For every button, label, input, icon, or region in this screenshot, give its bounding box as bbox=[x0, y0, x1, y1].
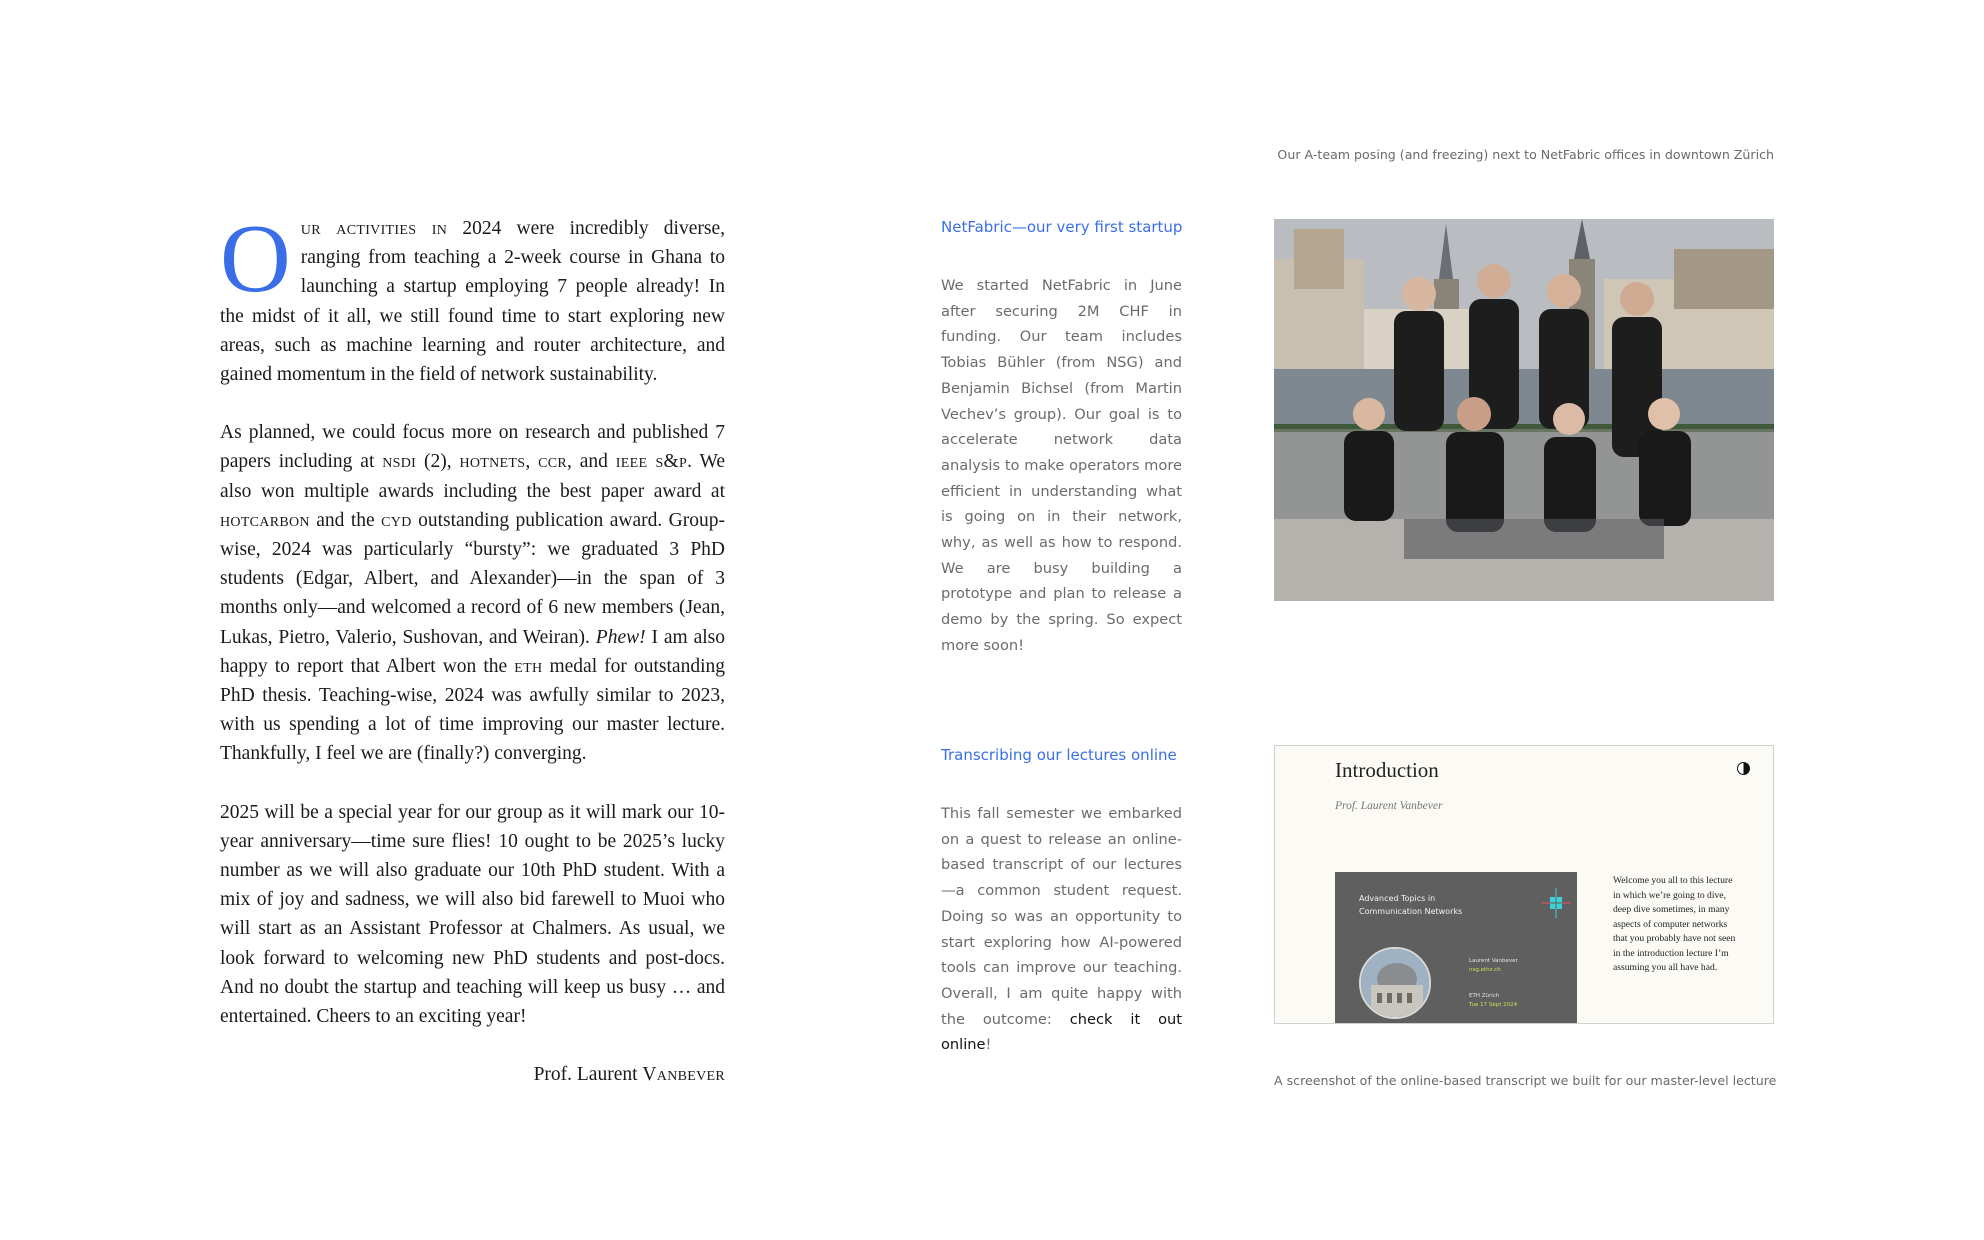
award-cyd: cyd bbox=[381, 509, 412, 531]
screenshot-caption: A screenshot of the online-based transcript we built for our master-level lecture bbox=[1274, 1073, 1777, 1088]
photo-caption: Our A-team posing (and freezing) next to NetFabric offices in downtown Zürich bbox=[1277, 147, 1774, 162]
intro-paragraph bbox=[220, 205, 725, 389]
text-span: . We also won multiple awards including the best paper award at bbox=[220, 451, 725, 502]
eth-building-image bbox=[1359, 947, 1431, 1019]
research-paragraph bbox=[220, 418, 725, 768]
screenshot-author: Prof. Laurent Vanbever bbox=[1335, 800, 1443, 812]
venue-ccr: ccr bbox=[538, 451, 568, 473]
transcript-heading: Transcribing our lectures online bbox=[941, 746, 1177, 764]
signature-last: Vanbever bbox=[642, 1064, 725, 1086]
text-span: medal for outstanding PhD thesis. Teaching-wise, 2024 was awfully similar to 2023, with us spending a lot of time improving our master lecture. Thankfully, I feel we are (finally?) converging. bbox=[220, 655, 725, 765]
text-span: (2), bbox=[416, 451, 460, 473]
check-online-link[interactable]: check it out online bbox=[941, 1010, 1182, 1054]
text-span: and the bbox=[309, 509, 382, 531]
slide-event bbox=[1469, 992, 1517, 1010]
outlook-paragraph: 2025 will be a special year for our group as it will mark our 10-year anniversary—time sure flies! 10 ought to be 2025’s lucky number as we will also graduate our 10th PhD student. With a mix of joy and sadness, we will also bid farewell to Muoi who will start as an Assistant Professor at Chalmers. As usual, we look forward to welcoming new PhD students and post-docs. And no doubt the startup and teaching will keep us busy … and entertained. Cheers to an exciting year! bbox=[220, 801, 725, 1028]
venue-ieee-sp: ieee s&p bbox=[615, 451, 688, 473]
signature bbox=[220, 1060, 725, 1089]
slide-name: Laurent Vanbever bbox=[1469, 958, 1518, 964]
transcript-screenshot bbox=[1274, 745, 1774, 1024]
phew-emphasis: Phew! bbox=[595, 626, 646, 648]
eth-smallcaps: eth bbox=[514, 655, 543, 677]
text-span: , bbox=[525, 451, 539, 473]
slide-date: Tue 17 Sept 2024 bbox=[1469, 1002, 1518, 1008]
screenshot-title: Introduction bbox=[1335, 758, 1439, 782]
intro-lead-smallcaps: ur activities in bbox=[300, 218, 448, 239]
intro-text: 2024 were incredibly diverse, ranging from teaching a 2-week course in Ghana to launching a startup employing 7 people already! In the midst of it all, we still found time to start exploring new areas, such as machine learning and router architecture, and gained momentum in the field of network sustainability. bbox=[220, 218, 725, 386]
transcript-text bbox=[941, 801, 1182, 1058]
venue-nsdi: nsdi bbox=[382, 451, 417, 473]
half-circle-icon[interactable] bbox=[1737, 762, 1750, 775]
netfabric-heading: NetFabric—our very first startup bbox=[941, 218, 1183, 236]
team-photo bbox=[1274, 219, 1774, 601]
text-span: outstanding publication award. Group-wise, 2024 was particularly “bursty”: we graduated 3 PhD students (Edgar, Albert, and Alexander)—in the span of 3 months only—and welcomed a record of 6 new members (Jean, Lukas, Pietro, Valerio, Sushovan, and Weiran). bbox=[220, 509, 726, 648]
lecture-slide bbox=[1335, 872, 1577, 1024]
slide-email: nsg.ethz.ch bbox=[1469, 967, 1501, 973]
main-column bbox=[220, 205, 726, 1089]
signature-first: Prof. Laurent bbox=[533, 1064, 643, 1086]
transcript-body: This fall semester we embarked on a quest to release an online-based transcript of our lectures—a common student request. Doing so was an opportunity to start exploring how AI-powered tools can improve our teaching. Overall, I am quite happy with the outcome: bbox=[941, 805, 1182, 1028]
slide-title: Advanced Topics in Communication Networks bbox=[1359, 894, 1463, 916]
network-logo-icon bbox=[1541, 888, 1571, 918]
slide-place: ETH Zürich bbox=[1469, 993, 1500, 999]
transcript-welcome-text: Welcome you all to this lecture in which we’re going to dive, deep dive sometimes, in many aspects of computer networks that you probably have not seen in the introduction lecture I’m assuming you all have had. bbox=[1613, 875, 1736, 973]
slide-presenter bbox=[1469, 957, 1518, 975]
venue-hotcarbon: hotcarbon bbox=[220, 509, 310, 531]
text-span: I am also happy to report that Albert won the bbox=[220, 626, 725, 677]
transcript-tail: ! bbox=[985, 1036, 992, 1054]
text-span: , and bbox=[567, 451, 616, 473]
text-span: As planned, we could focus more on research and published 7 papers including at bbox=[220, 422, 725, 473]
netfabric-text: We started NetFabric in June after securing 2M CHF in funding. Our team includes Tobias Bühler (from NSG) and Benjamin Bichsel (from Martin Vechev’s group). Our goal is to accelerate network data analysis to make operators more efficient in understanding what is going on in their network, why, as well as how to respond. We are busy building a prototype and plan to release a demo by the spring. So expect more soon! bbox=[941, 277, 1182, 654]
venue-hotnets: hotnets bbox=[459, 451, 526, 473]
drop-cap: O bbox=[220, 205, 291, 313]
